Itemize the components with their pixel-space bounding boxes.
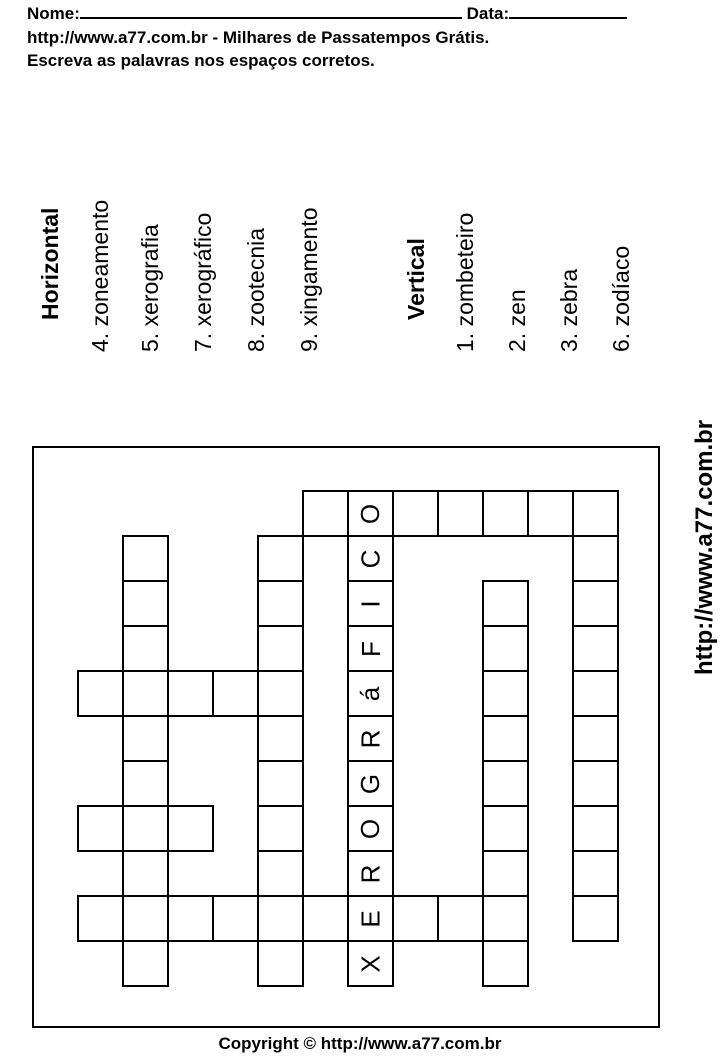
horizontal-clue-2: 5. xerografia — [137, 224, 163, 352]
crossword-cell[interactable] — [527, 490, 574, 537]
crossword-cell[interactable] — [347, 760, 394, 807]
horizontal-clue-1: 4. zoneamento — [87, 199, 113, 352]
crossword-cell[interactable] — [122, 760, 169, 807]
crossword-cell[interactable] — [167, 895, 214, 942]
crossword-cell[interactable] — [482, 670, 529, 717]
cell-letter: I — [355, 599, 386, 608]
horizontal-clue-3: 7. xerográfico — [190, 212, 216, 352]
crossword-cell[interactable] — [122, 625, 169, 672]
crossword-cell[interactable] — [482, 895, 529, 942]
crossword-cell[interactable] — [167, 670, 214, 717]
crossword-cell[interactable] — [347, 535, 394, 582]
crossword-cell[interactable] — [347, 580, 394, 627]
crossword-cell[interactable] — [257, 670, 304, 717]
crossword-cell[interactable] — [347, 670, 394, 717]
crossword-cell[interactable] — [212, 670, 259, 717]
crossword-cell[interactable] — [77, 805, 124, 852]
crossword-cell[interactable] — [482, 805, 529, 852]
cell-letter: G — [355, 773, 386, 794]
site-line: http://www.a77.com.br - Milhares de Passatempos Grátis. — [27, 28, 490, 47]
crossword-cell[interactable] — [437, 895, 484, 942]
crossword-cell[interactable] — [257, 715, 304, 762]
crossword-cell[interactable] — [302, 895, 349, 942]
crossword-cell[interactable] — [347, 805, 394, 852]
crossword-cell[interactable] — [347, 715, 394, 762]
crossword-cell[interactable] — [122, 940, 169, 987]
date-blank[interactable] — [509, 3, 627, 19]
crossword-cell[interactable] — [212, 895, 259, 942]
crossword-cell[interactable] — [482, 715, 529, 762]
horizontal-title: Horizontal — [37, 207, 63, 320]
crossword-cell[interactable] — [482, 940, 529, 987]
crossword-cell[interactable] — [257, 940, 304, 987]
crossword-cell[interactable] — [572, 805, 619, 852]
crossword-cell[interactable] — [572, 670, 619, 717]
crossword-cell[interactable] — [257, 580, 304, 627]
crossword-cell[interactable] — [77, 670, 124, 717]
cell-letter: R — [355, 729, 386, 748]
crossword-cell[interactable] — [257, 805, 304, 852]
crossword-cell[interactable] — [392, 895, 439, 942]
side-url: http://www.a77.com.br — [691, 419, 718, 675]
vertical-clue-3: 3. zebra — [556, 268, 582, 352]
crossword-cell[interactable] — [257, 760, 304, 807]
vertical-clue-4: 6. zodíaco — [608, 245, 634, 352]
crossword-cell[interactable] — [257, 535, 304, 582]
crossword-cell[interactable] — [572, 850, 619, 897]
crossword-cell[interactable] — [392, 490, 439, 537]
crossword-cell[interactable] — [122, 895, 169, 942]
crossword-cell[interactable] — [257, 895, 304, 942]
crossword-cell[interactable] — [572, 760, 619, 807]
crossword-cell[interactable] — [122, 535, 169, 582]
crossword-cell[interactable] — [482, 850, 529, 897]
horizontal-clue-5: 9. xingamento — [296, 207, 322, 352]
crossword-cell[interactable] — [302, 490, 349, 537]
cell-letter: C — [355, 549, 386, 568]
crossword-cell[interactable] — [347, 940, 394, 987]
date-label: Data: — [466, 4, 510, 23]
instruction-text: Escreva as palavras nos espaços corretos. — [27, 51, 375, 70]
crossword-cell[interactable] — [572, 535, 619, 582]
cell-letter: E — [355, 909, 386, 928]
crossword-cell[interactable] — [122, 580, 169, 627]
vertical-title: Vertical — [403, 238, 429, 320]
crossword-cell[interactable] — [572, 625, 619, 672]
cell-letter: R — [355, 864, 386, 883]
crossword-cell[interactable] — [572, 580, 619, 627]
crossword-cell[interactable] — [167, 805, 214, 852]
horizontal-clue-4: 8. zootecnia — [243, 227, 269, 352]
cell-letter: F — [355, 640, 386, 657]
cell-letter: O — [355, 503, 386, 524]
name-label: Nome: — [27, 4, 80, 23]
vertical-clue-2: 2. zen — [504, 289, 530, 352]
crossword-cell[interactable] — [77, 895, 124, 942]
crossword-cell[interactable] — [572, 490, 619, 537]
crossword-cell[interactable] — [347, 490, 394, 537]
crossword-cell[interactable] — [482, 625, 529, 672]
crossword-cell[interactable] — [257, 625, 304, 672]
crossword-cell[interactable] — [347, 850, 394, 897]
crossword-cell[interactable] — [347, 895, 394, 942]
crossword-cell[interactable] — [122, 670, 169, 717]
cell-letter: X — [355, 954, 386, 973]
cell-letter: á — [355, 686, 386, 701]
crossword-cell[interactable] — [122, 850, 169, 897]
crossword-cell[interactable] — [572, 895, 619, 942]
crossword-cell[interactable] — [122, 715, 169, 762]
crossword-cell[interactable] — [482, 490, 529, 537]
name-date-line — [27, 3, 627, 24]
crossword-cell[interactable] — [437, 490, 484, 537]
copyright-footer: Copyright © http://www.a77.com.br — [218, 1034, 502, 1053]
crossword-cell[interactable] — [122, 805, 169, 852]
vertical-clue-1: 1. zombeteiro — [452, 212, 478, 352]
cell-letter: O — [355, 818, 386, 839]
crossword-cell[interactable] — [482, 580, 529, 627]
crossword-cell[interactable] — [257, 850, 304, 897]
name-blank[interactable] — [80, 3, 462, 19]
crossword-cell[interactable] — [482, 760, 529, 807]
crossword-cell[interactable] — [347, 625, 394, 672]
crossword-cell[interactable] — [572, 715, 619, 762]
